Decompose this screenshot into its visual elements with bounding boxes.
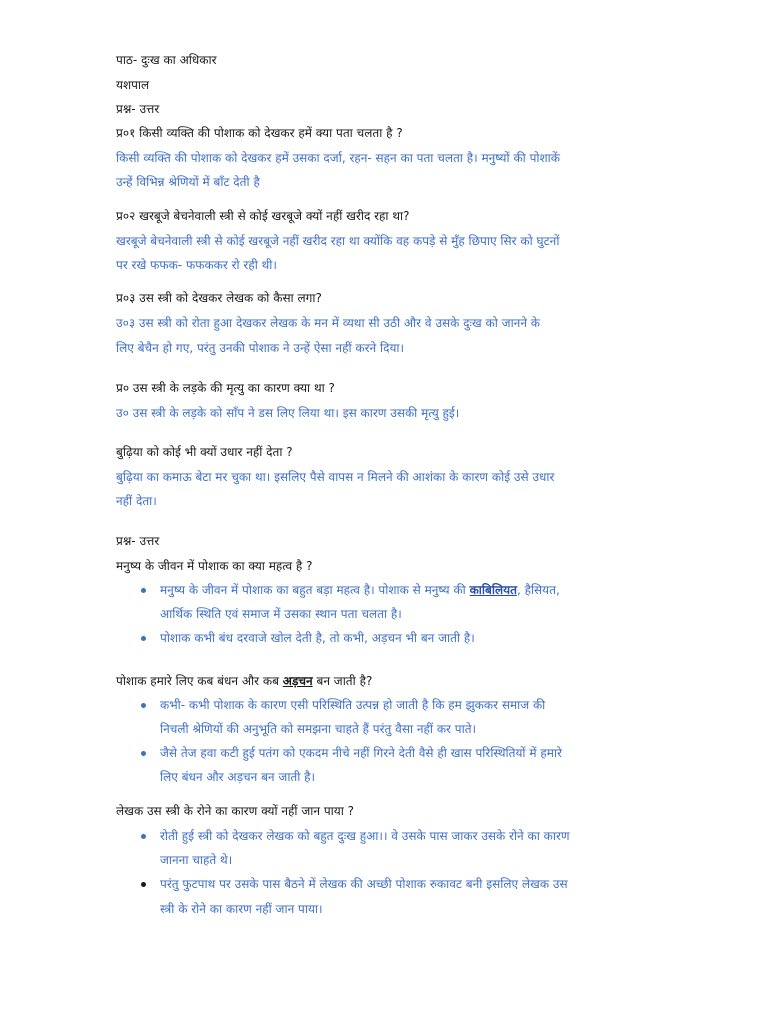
s2q3-bullet-1-line-2: जानना चाहते थे। xyxy=(160,853,233,867)
bullet-icon xyxy=(141,588,146,593)
section-heading: प्रश्न- उत्तर xyxy=(116,102,160,116)
s2q3-bullet-2-line-2: स्त्री के रोने का कारण नहीं जान पाया। xyxy=(160,902,323,916)
answer-5-line-2: नहीं देता। xyxy=(116,494,157,508)
bullet-icon xyxy=(141,882,146,887)
question-5: बुढ़िया को कोई भी क्यों उधार नहीं देता ? xyxy=(116,445,293,459)
underlined-term: अड़चन xyxy=(282,674,313,688)
bullet-icon xyxy=(141,703,146,708)
s2q3-bullet-2-line-1: परंतु फुटपाथ पर उसके पास बैठने में लेखक की अच्छी पोशाक रुकावट बनी इसलिए लेखक उस xyxy=(160,877,568,891)
answer-5-line-1: बुढ़िया का कमाऊ बेटा मर चुका था। इसलिए पैसे वापस न मिलने की आशंका के कारण कोई उसे उधार xyxy=(116,470,555,484)
s2q2-bullet-1-line-1: कभी- कभी पोशाक के कारण एसी परिस्थिति उत्पन्न हो जाती है कि हम झुककर समाज की xyxy=(160,698,546,712)
section-2-heading: प्रश्न- उत्तर xyxy=(116,534,160,548)
answer-2-line-1: खरबूजे बेचनेवाली स्त्री से कोई खरबूजे नहीं खरीद रहा था क्योंकि वह कपड़े से मुँह छिपाए सिर को घुटनों xyxy=(116,234,560,248)
s2q2-bullet-2-line-2: लिए बंधन और अड़चन बन जाती है। xyxy=(160,770,316,784)
lesson-title: पाठ- दुःख का अधिकार xyxy=(116,53,217,67)
answer-2-line-2: पर रखे फफक- फफककर रो रही थी। xyxy=(116,258,277,272)
s2q2-bullet-2-line-1: जैसे तेज हवा कटी हुई पतंग को एकदम नीचे नहीं गिरने देती वैसे ही खास परिस्थितियों में हमारे xyxy=(160,746,562,760)
section-2-question-1: मनुष्य के जीवन में पोशाक का क्या महत्व है ? xyxy=(116,559,313,573)
underlined-term: काबिलियत xyxy=(469,583,517,597)
question-4: प्र० उस स्त्री के लड़के की मृत्यु का कारण क्या था ? xyxy=(116,381,335,395)
answer-3-line-2: लिए बेचैन हो गए, परंतु उनकी पोशाक ने उन्हें ऐसा नहीं करने दिया। xyxy=(116,341,405,355)
question-3: प्र०३ उस स्त्री को देखकर लेखक को कैसा लगा? xyxy=(116,291,322,305)
answer-3-line-1: उ०३ उस स्त्री को रोता हुआ देखकर लेखक के मन में व्यथा सी उठी और वे उसके दुःख को जानने के xyxy=(116,316,541,330)
answer-1-line-1: किसी व्यक्ति की पोशाक को देखकर हमें उसका दर्जा, रहन- सहन का पता चलता है। मनुष्यों की पोशाकें xyxy=(116,151,560,165)
s2q1-bullet-1-line-2: आर्थिक स्थिति एवं समाज में उसका स्थान पता चलता है। xyxy=(160,607,402,621)
section-2-question-3: लेखक उस स्त्री के रोने का कारण क्यों नहीं जान पाया ? xyxy=(116,804,355,818)
bullet-icon xyxy=(141,751,146,756)
bullet-icon xyxy=(141,834,146,839)
s2q3-bullet-1-line-1: रोती हुई स्त्री को देखकर लेखक को बहुत दुःख हुआ।। वे उसके पास जाकर उसके रोने का कारण xyxy=(160,829,570,843)
s2q1-bullet-1-line-1: मनुष्य के जीवन में पोशाक का बहुत बड़ा महत्व है। पोशाक से मनुष्य की काबिलियत, हैसियत, xyxy=(160,583,560,597)
answer-4-line-1: उ० उस स्त्री के लड़के को साँप ने डस लिए लिया था। इस कारण उसकी मृत्यु हुई। xyxy=(116,406,460,420)
s2q1-bullet-2: पोशाक कभी बंध दरवाजे खोल देती है, तो कभी, अड़चन भी बन जाती है। xyxy=(160,631,475,645)
question-2: प्र०२ खरबूजे बेचनेवाली स्त्री से कोई खरबूजे क्यों नहीं खरीद रहा था? xyxy=(116,209,410,223)
question-1: प्र०१ किसी व्यक्ति की पोशाक को देखकर हमें क्या पता चलता है ? xyxy=(116,126,403,140)
section-2-question-2: पोशाक हमारे लिए कब बंधन और कब अड़चन बन जाती है? xyxy=(116,674,373,688)
answer-1-line-2: उन्हें विभिन्न श्रेणियों में बाँट देती है xyxy=(116,175,260,189)
bullet-icon xyxy=(141,636,146,641)
s2q2-bullet-1-line-2: निचली श्रेणियों की अनुभूति को समझना चाहते हैं परंतु वैसा नहीं कर पाते। xyxy=(160,722,477,736)
author-name: यशपाल xyxy=(116,78,150,92)
